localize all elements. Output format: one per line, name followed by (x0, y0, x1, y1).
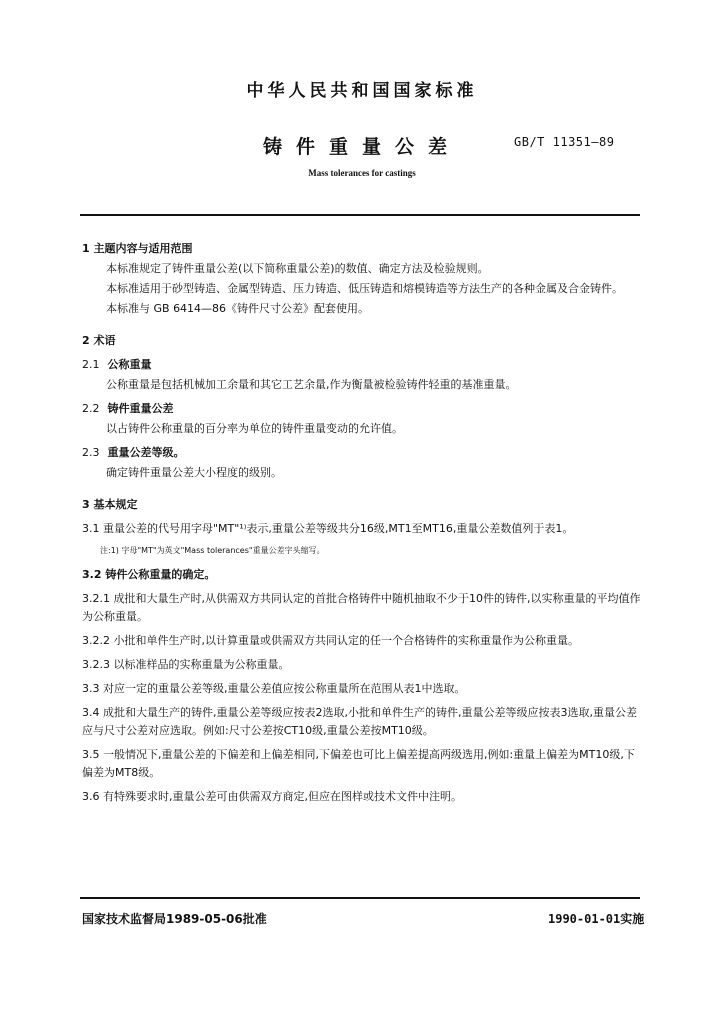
term-title: 公称重量 (107, 358, 152, 371)
english-title: Mass tolerances for castings (308, 168, 416, 178)
term-number: 2.2 (82, 402, 100, 415)
term-2-3 (82, 444, 644, 462)
term-number: 2.3 (82, 446, 100, 459)
clause-3-1: 3.1 重量公差的代号用字母"MT"¹⁾表示,重量公差等级共分16级,MT1至MT16,重量公差数值列于表1。 (82, 522, 574, 535)
effective-date: 1990-01-01实施 (548, 912, 645, 926)
section-1-paragraph: 本标准与 GB 6414—86《铸件尺寸公差》配套使用。 (106, 302, 370, 315)
term-definition: 公称重量是包括机械加工余量和其它工艺余量,作为衡量被检验铸件轻重的基准重量。 (106, 378, 517, 391)
term-2-1 (82, 356, 644, 374)
page-title: 铸件重量公差 (262, 136, 461, 158)
term-number: 2.1 (82, 358, 100, 371)
footnote: 注:1) 字母"MT"为英文"Mass tolerances"重量公差字头缩写。 (100, 546, 325, 555)
section-1-heading: 1 主题内容与适用范围 (82, 242, 193, 255)
clause-3-6: 3.6 有特殊要求时,重量公差可由供需双方商定,但应在图样或技术文件中注明。 (82, 790, 462, 803)
document-body (82, 240, 644, 806)
section-3-heading: 3 基本规定 (82, 498, 138, 511)
clause-3-2-1: 3.2.1 成批和大量生产时,从供需双方共同认定的首批合格铸件中随机抽取不少于10件的铸件,以实称重量的平均值作为公称重量。 (82, 592, 641, 623)
header-divider (80, 214, 640, 216)
clause-3-5: 3.5 一般情况下,重量公差的下偏差和上偏差相同,下偏差也可比上偏差提高两级选用,例如:重量上偏差为MT10级,下偏差为MT8级。 (82, 748, 635, 779)
clause-3-3: 3.3 对应一定的重量公差等级,重量公差值应按公称重量所在范围从表1中选取。 (82, 682, 466, 695)
standard-number: GB/T 11351—89 (514, 135, 615, 149)
term-definition: 确定铸件重量公差大小程度的级别。 (106, 466, 282, 479)
approval-date: 国家技术监督局1989-05-06批准 (82, 912, 267, 926)
term-title: 重量公差等级。 (107, 446, 185, 459)
term-2-2 (82, 400, 644, 418)
clause-3-2-3: 3.2.3 以标准样品的实称重量为公称重量。 (82, 658, 290, 671)
footer-divider (80, 897, 640, 899)
standard-authority: 中华人民共和国国家标准 (246, 81, 478, 101)
section-1-paragraph: 本标准规定了铸件重量公差(以下简称重量公差)的数值、确定方法及检验规则。 (106, 262, 489, 275)
term-definition: 以占铸件公称重量的百分率为单位的铸件重量变动的允许值。 (106, 422, 403, 435)
section-1-paragraph: 本标准适用于砂型铸造、金属型铸造、压力铸造、低压铸造和熔模铸造等方法生产的各种金属及合金铸件。 (106, 282, 623, 295)
clause-3-4: 3.4 成批和大量生产的铸件,重量公差等级应按表2选取,小批和单件生产的铸件,重量公差等级应按表3选取,重量公差应与尺寸公差对应选取。例如:尺寸公差按CT10级,重量公差按MT10级。 (82, 706, 637, 737)
term-title: 铸件重量公差 (107, 402, 174, 415)
clause-3-2-2: 3.2.2 小批和单件生产时,以计算重量或供需双方共同认定的任一个合格铸件的实称重量作为公称重量。 (82, 634, 579, 647)
section-2-heading: 2 术语 (82, 334, 116, 347)
clause-3-2: 3.2 铸件公称重量的确定。 (82, 568, 216, 581)
